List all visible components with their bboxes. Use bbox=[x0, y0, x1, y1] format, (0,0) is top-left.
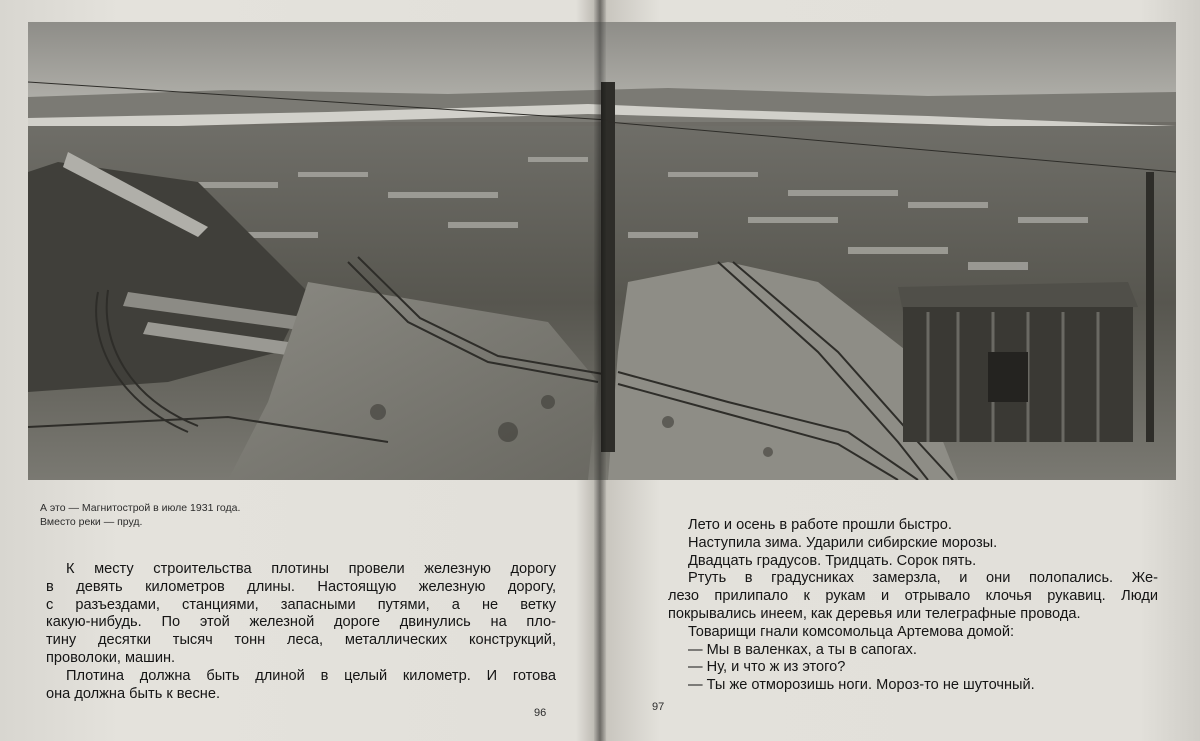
caption-line: А это — Магнитострой в июле 1931 года. bbox=[40, 502, 241, 514]
text-line: Двадцать градусов. Тридцать. Сорок пять. bbox=[688, 552, 977, 569]
page-number-left: 96 bbox=[534, 707, 547, 719]
text-line: — Ну, и что ж из этого? bbox=[688, 659, 846, 676]
text-line: Наступила зима. Ударили сибирские морозы. bbox=[688, 534, 998, 551]
text-line: — Ты же отморозишь ноги. Мороз-то не шуточный. bbox=[688, 677, 1035, 694]
text-line: К месту строительства плотины провели железную дорогу bbox=[66, 561, 556, 577]
book-gutter bbox=[594, 0, 606, 741]
wooden-shed bbox=[898, 282, 1138, 442]
text-line: в девять километров длины. Настоящую железную дорогу, bbox=[46, 578, 556, 595]
page-number-right: 97 bbox=[652, 701, 665, 713]
caption-line: Вместо реки — пруд. bbox=[40, 516, 143, 528]
left-page-text bbox=[46, 561, 556, 703]
text-line: Ртуть в градусниках замерзла, и они полопались. Же- bbox=[688, 570, 1158, 587]
text-line: с разъездами, станциями, запасными путями, а не ветку bbox=[46, 596, 556, 613]
text-line: — Мы в валенках, а ты в сапогах. bbox=[688, 641, 917, 658]
text-line: Товарищи гнали комсомольца Артемова домой: bbox=[688, 623, 1015, 640]
text-line: какую-нибудь. По этой железной дороге двинулись на пло- bbox=[46, 614, 556, 631]
text-line: покрывались инеем, как деревья или телеграфные провода. bbox=[668, 605, 1081, 622]
text-line: Плотина должна быть длиной в целый километр. И готова bbox=[66, 667, 556, 684]
text-line: Лето и осень в работе прошли быстро. bbox=[688, 517, 952, 533]
text-line: она должна быть к весне. bbox=[46, 685, 221, 702]
right-page-text bbox=[668, 517, 1158, 695]
text-line: тину десятки тысяч тонн леса, металлических конструкций, bbox=[46, 632, 556, 649]
photo-caption bbox=[40, 501, 340, 529]
text-line: проволоки, машин. bbox=[46, 649, 176, 666]
text-line: лезо прилипало к рукам и отрывало клочья рукавиц. Люди bbox=[668, 588, 1158, 605]
